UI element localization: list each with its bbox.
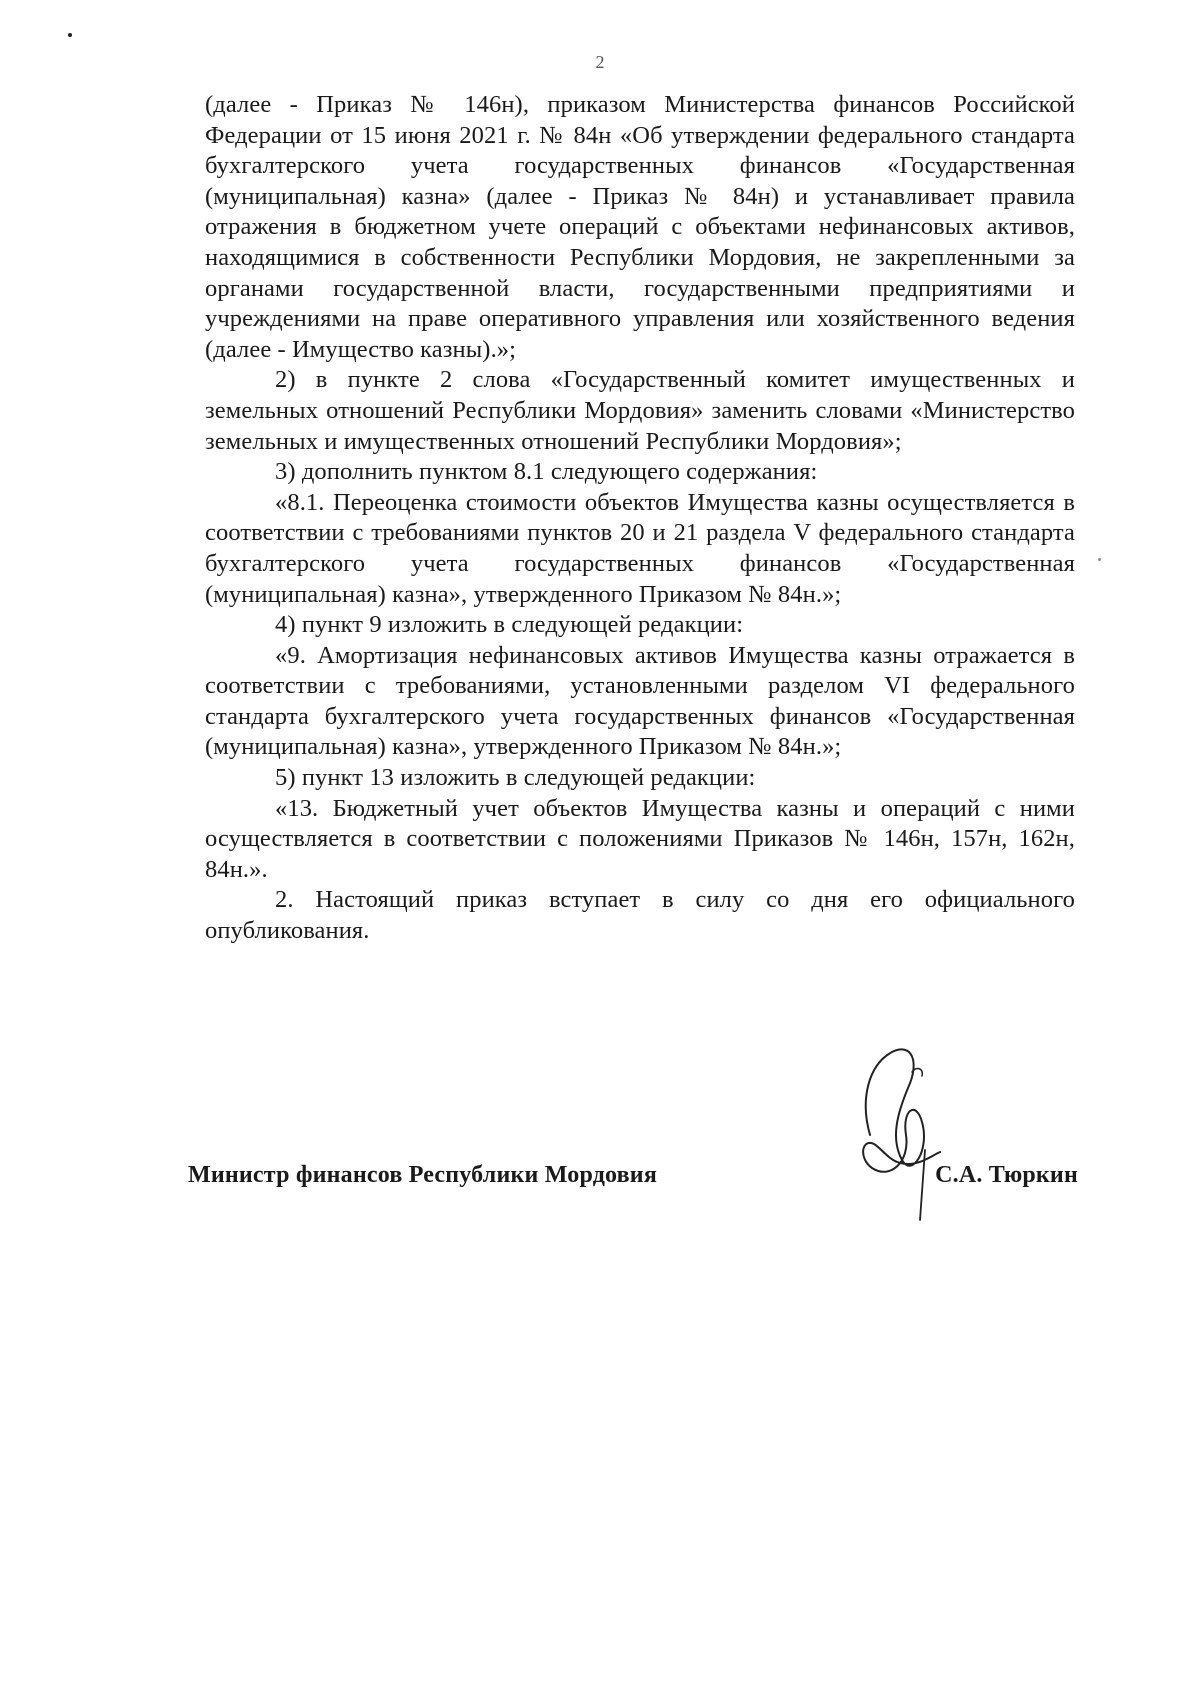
paragraph: 3) дополнить пунктом 8.1 следующего содержания: xyxy=(275,458,818,486)
signatory-name: С.А. Тюркин xyxy=(935,1162,1078,1188)
signatory-position: Министр финансов Республики Мордовия xyxy=(188,1162,658,1188)
scan-speck-mark xyxy=(68,33,72,37)
paragraph: (далее - Приказ № 146н), приказом Министерства финансов Российской Федерации от 15 июня 2021 г. № 84н «Об утверждении федерального стандарта бухгалтерского учета государственных финансов «Государственная (муниципальная) казна» (далее - Приказ № 84н) и устанавливает правила отражения в бюджетном учете операций с объектами нефинансовых активов, находящимися в собственности Республики Мордовия, не закрепленными за органами государственной власти, государственными предприятиями и учреждениями на праве оперативного управления или хозяйственного ведения (далее - Имущество казны).»; xyxy=(205,91,1075,363)
paragraph: «8.1. Переоценка стоимости объектов Имущества казны осуществляется в соответствии с требованиями пунктов 20 и 21 раздела V федерального стандарта бухгалтерского учета государственных финансов «Государственная (муниципальная) казна», утвержденного Приказом № 84н.»; xyxy=(205,488,1075,608)
handwritten-signature-icon xyxy=(850,1040,965,1240)
paragraph: 2) в пункте 2 слова «Государственный комитет имущественных и земельных отношений Республики Мордовия» заменить словами «Министерство земельных и имущественных отношений Республики Мордовия»; xyxy=(205,366,1075,455)
paragraph: «9. Амортизация нефинансовых активов Имущества казны отражается в соответствии с требованиями, установленными разделом VI федерального стандарта бухгалтерского учета государственных финансов «Государственная (муниципальная) казна», утвержденного Приказом № 84н.»; xyxy=(205,641,1075,761)
paragraph: «13. Бюджетный учет объектов Имущества казны и операций с ними осуществляется в соответствии с положениями Приказов № 146н, 157н, 162н, 84н.». xyxy=(205,794,1075,883)
paragraph: 4) пункт 9 изложить в следующей редакции: xyxy=(275,611,744,639)
document-body xyxy=(205,90,1075,947)
scan-speck-mark xyxy=(1098,558,1101,561)
paragraph: 5) пункт 13 изложить в следующей редакции: xyxy=(275,764,756,792)
page-number: 2 xyxy=(595,52,605,72)
paragraph: 2. Настоящий приказ вступает в силу со дня его официального опубликования. xyxy=(205,886,1075,945)
